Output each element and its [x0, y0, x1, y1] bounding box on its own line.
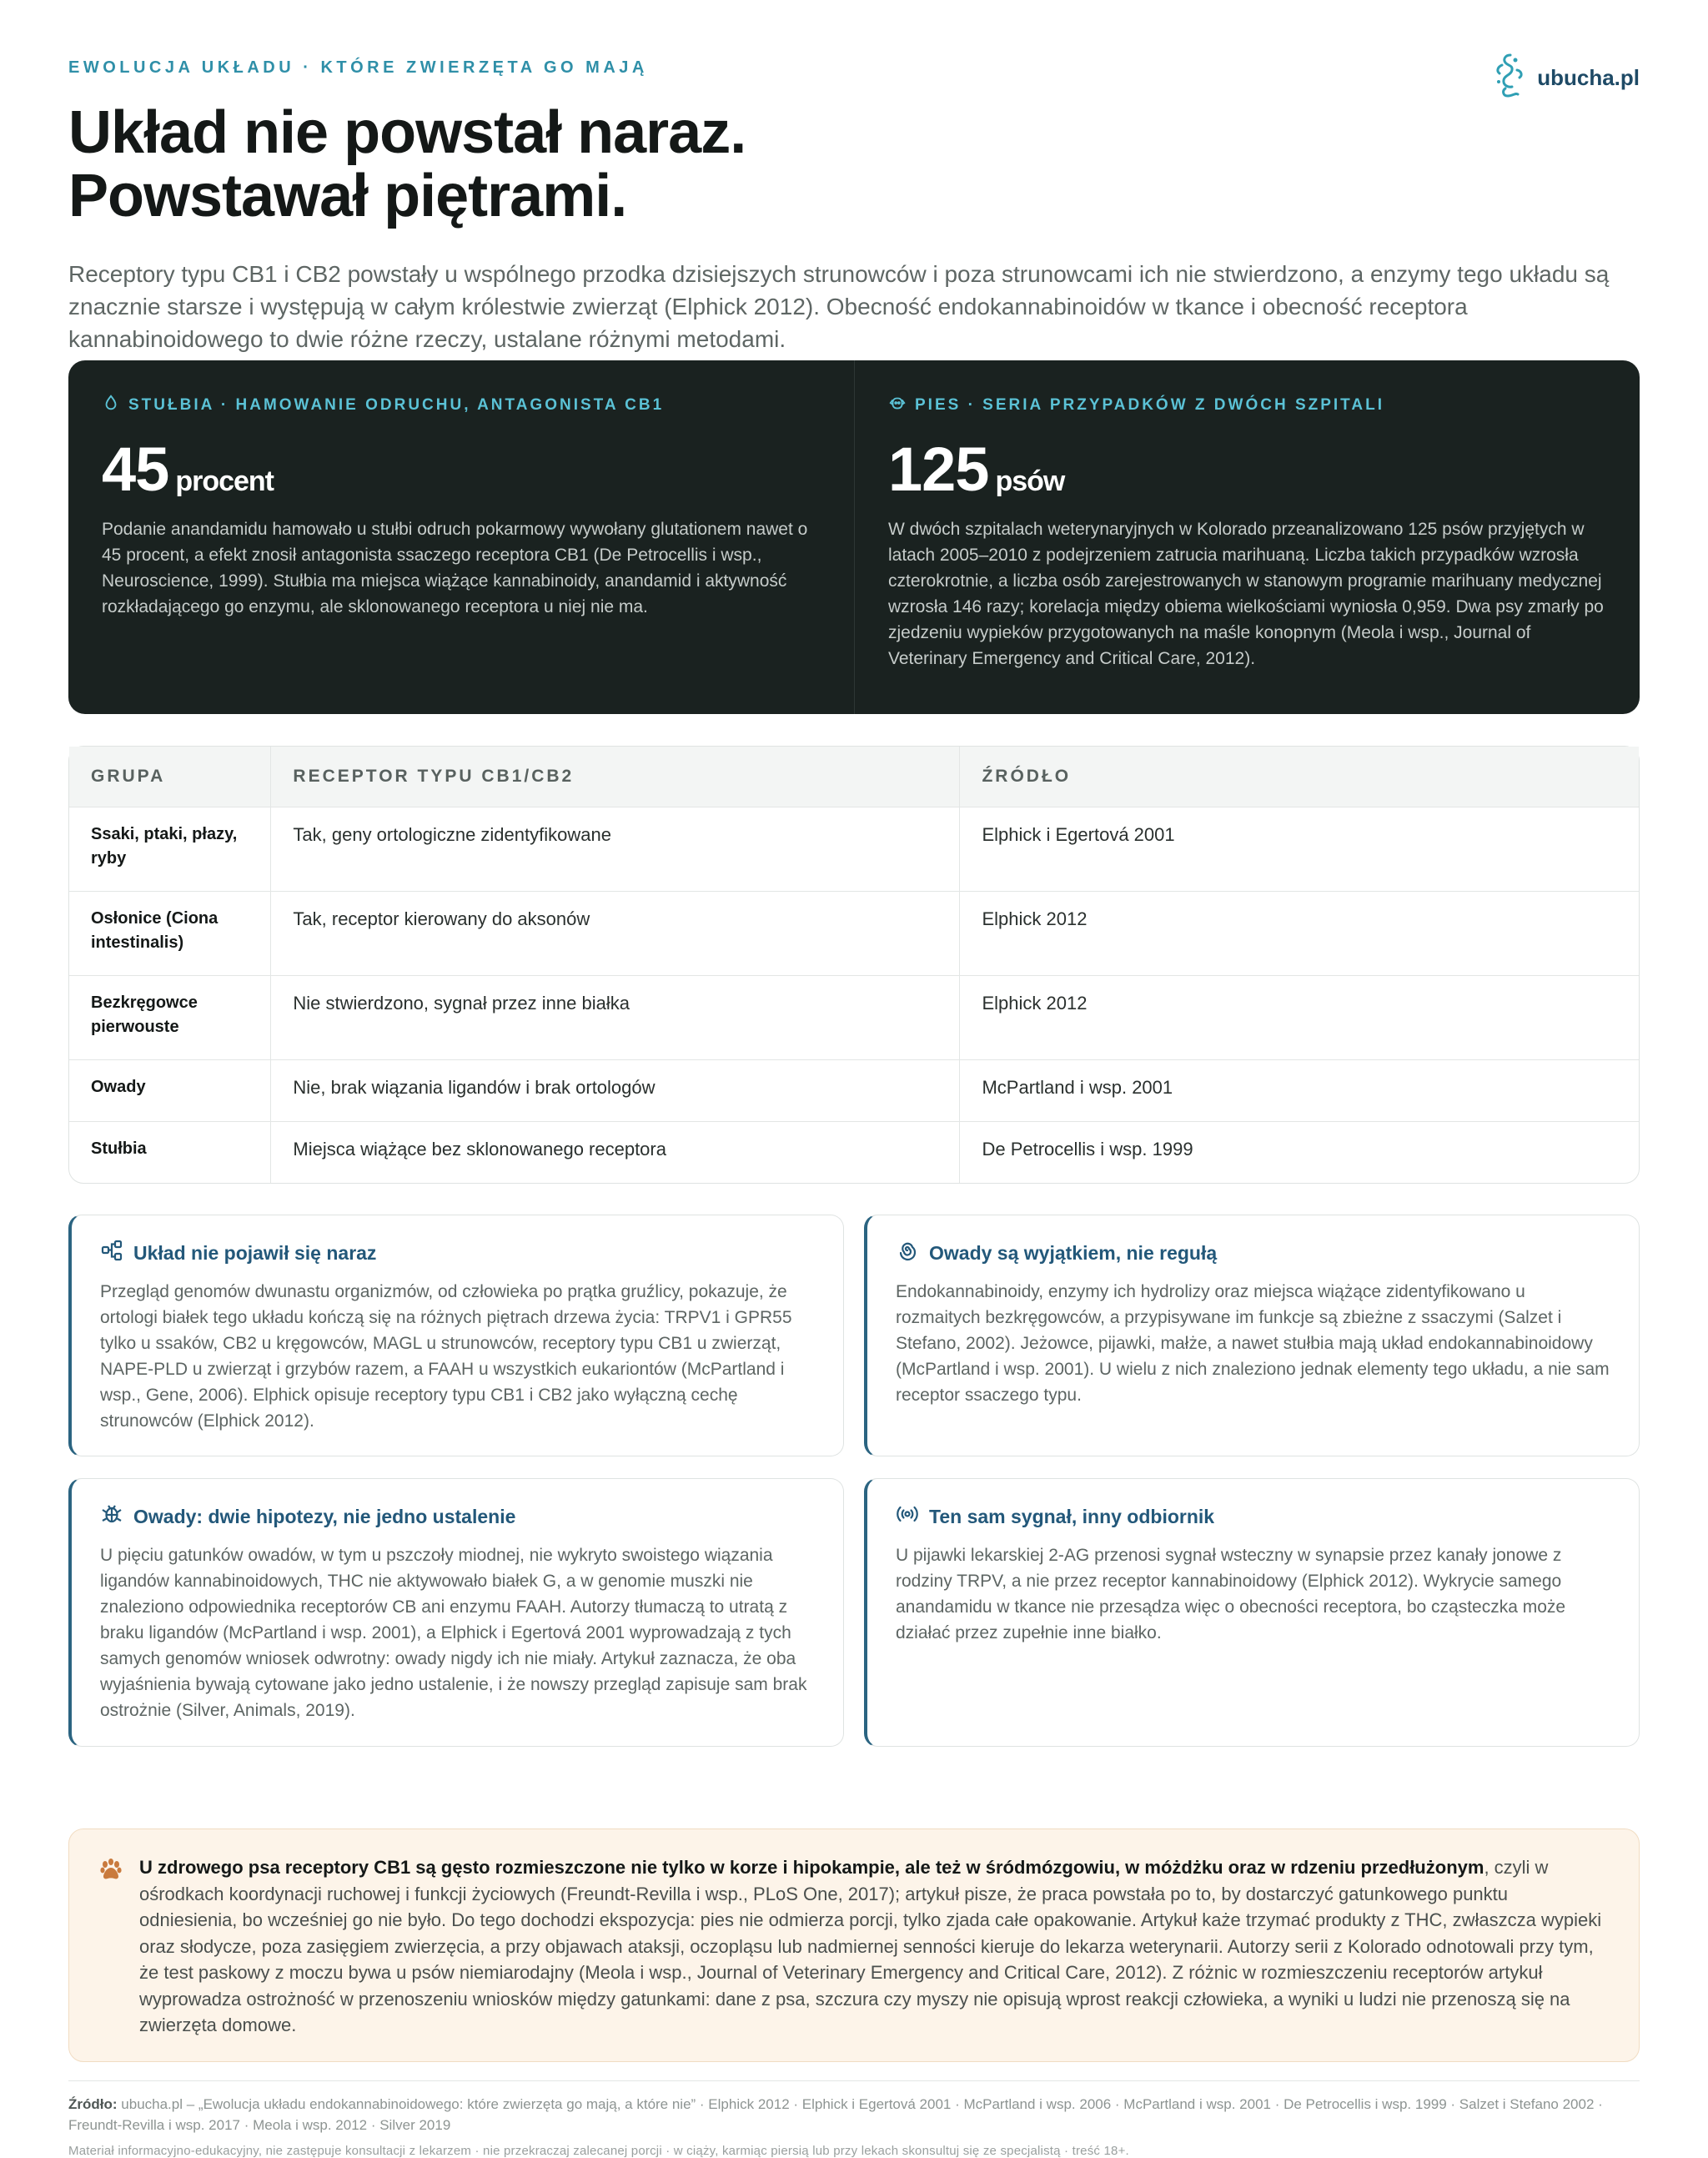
brand-name: ubucha.pl	[1537, 65, 1640, 90]
footer-divider	[68, 2080, 1640, 2081]
card-title	[100, 1239, 815, 1267]
stat-hydra	[68, 360, 854, 714]
stat-dog	[854, 360, 1640, 714]
stat-eyebrow-text: PIES · SERIA PRZYPADKÓW Z DWÓCH SZPITALI	[915, 396, 1384, 414]
paw-icon	[98, 1854, 124, 2061]
receptor-cell: Tak, geny ortologiczne zidentyfikowane	[271, 807, 960, 891]
receptor-cell: Miejsca wiążące bez sklonowanego receptora	[271, 1121, 960, 1183]
receptor-cell: Nie stwierdzono, sygnał przez inne białka	[271, 975, 960, 1059]
headline-line-2: Powstawał piętrami.	[68, 163, 627, 229]
group-cell: Bezkręgowce pierwouste	[69, 975, 271, 1059]
stat-eyebrow-text: STUŁBIA · HAMOWANIE ODRUCHU, ANTAGONISTA CB1	[128, 396, 665, 414]
table-row	[69, 807, 1639, 891]
card-body: Przegląd genomów dwunastu organizmów, od człowieka po prątka gruźlicy, pokazuje, że ortologi białek tego układu kończą się na różnych piętrach drzewa życia: TRPV1 i GPR55 tylko u ssaków, CB2 u kręgowców, MAGL u strunowców, receptory typu CB1 u zwierząt, NAPE-PLD u zwierząt i grzybów razem, a FAAH u wszystkich eukariontów (McPartland i wsp., Gene, 2006). Elphick opisuje receptory typu CB1 i CB2 jako wyłączną cechę strunowców (Elphick 2012).	[100, 1282, 792, 1431]
callout-lead: U zdrowego psa receptory CB1 są gęsto rozmieszczone nie tylko w korze i hipokampie, ale też w śródmózgowiu, w móżdżku oraz w rdzeniu przedłużonym	[139, 1857, 1484, 1878]
source-cell: Elphick 2012	[960, 891, 1639, 975]
table-row	[69, 891, 1639, 975]
page	[68, 58, 1640, 2158]
card-body: Endokannabinoidy, enzymy ich hydrolizy oraz miejsca wiążące zidentyfikowano u rozmaitych bezkręgowców, a przypisywane im funkcje są zbieżne z ssaczymi (Salzet i Stefano, 2002). Jeżowce, pijawki, małże, a nawet stułbia mają układ endokannabinoidowy (McPartland i wsp. 2001). U wielu z nich znaleziono jednak elementy tego układu, a nie sam receptor ssaczego typu.	[896, 1282, 1610, 1405]
info-card-invertebrates	[864, 1215, 1640, 1456]
info-card-signal	[864, 1478, 1640, 1747]
card-title-text: Ten sam sygnał, inny odbiornik	[929, 1505, 1215, 1527]
table-row	[69, 975, 1639, 1059]
card-title	[100, 1502, 815, 1531]
column-header: GRUPA	[69, 747, 271, 807]
info-card-timeline	[68, 1215, 844, 1456]
brand-logo-icon	[1490, 52, 1529, 104]
signal-icon	[896, 1502, 919, 1531]
disclaimer: Materiał informacyjno-edukacyjny, nie zastępuje konsultacji z lekarzem · nie przekraczaj zalecanej porcji · w ciąży, karmiąc piersią lub przy lekach skonsultuj się ze specjalistą · treść 18+.	[68, 2144, 1129, 2158]
source-line	[68, 2094, 1640, 2135]
source-label: Źródło:	[68, 2096, 118, 2112]
stat-figure	[102, 434, 821, 505]
brand-logo-link[interactable]	[1490, 52, 1640, 104]
callout-text	[139, 1854, 1605, 2061]
table-row	[69, 1121, 1639, 1183]
group-cell: Osłonice (Ciona intestinalis)	[69, 891, 271, 975]
card-title	[896, 1502, 1610, 1531]
droplet-icon	[102, 394, 120, 417]
source-text: ubucha.pl – „Ewolucja układu endokannabinoidowego: które zwierzęta go mają, a które nie” · Elphick 2012 · Elphick i Egertová 2001 · McPartland i wsp. 2006 · McPartland i wsp. 2001 · De Petrocellis i wsp. 1999 · Salzet i Stefano 2002 · Freundt-Revilla i wsp. 2017 · Meola i wsp. 2012 · Silver 2019	[68, 2096, 1603, 2133]
stat-description: W dwóch szpitalach weterynaryjnych w Kolorado przeanalizowano 125 psów przyjętych w latach 2005–2010 z podejrzeniem zatrucia marihuaną. Liczba takich przypadków wzrosła czterokrotnie, a liczba osób zarejestrowanych w stanowym programie marihuany medycznej wzrosła 146 razy; korelacja między obiema wielkościami wyniosła 0,959. Dwa psy zmarły po zjedzeniu wypieków przygotowanych na maśle konopnym (Meola i wsp., Journal of Veterinary Emergency and Critical Care, 2012).	[888, 520, 1604, 668]
receptor-cell: Nie, brak wiązania ligandów i brak ortologów	[271, 1059, 960, 1121]
lede-paragraph: Receptory typu CB1 i CB2 powstały u wspólnego przodka dzisiejszych strunowców i poza strunowcami ich nie stwierdzono, a enzymy tego układu są znacznie starsze i występują w całym królestwie zwierząt (Elphick 2012). Obecność endokannabinoidów w tkance i obecność receptora kannabinoidowego to dwie różne rzeczy, ustalane różnymi metodami.	[68, 261, 1610, 352]
stat-description: Podanie anandamidu hamowało u stułbi odruch pokarmowy wywołany glutationem nawet o 45 procent, a efekt znosił antagonista ssaczego receptora CB1 (De Petrocellis i wsp., Neuroscience, 1999). Stułbia ma miejsca wiążące kannabinoidy, anandamid i aktywność rozkładającego go enzymu, ale sklonowanego receptora u niej nie ma.	[102, 520, 808, 616]
column-header: RECEPTOR TYPU CB1/CB2	[271, 747, 960, 807]
callout-rest: , czyli w ośrodkach koordynacji ruchowej i funkcji życiowych (Freundt-Revilla i wsp., PLoS One, 2017); artykuł pisze, że praca powstała po to, by dostarczyć gatunkowego punktu odniesienia, bo wcześniej go nie było. Do tego dochodzi ekspozycja: pies nie odmierza porcji, tylko zjada całe opakowanie. Artykuł każe trzymać produkty z THC, zwłaszcza wypieki oraz słodycze, poza zasięgiem zwierzęcia, a przy objawach ataksji, oczopląsu lub nadmiernej senności kieruje do lekarza weterynarii. Autorzy serii z Kolorado odnotowali przy tym, że test paskowy z moczu bywa u psów niemiarodajny (Meola i wsp., Journal of Veterinary Emergency and Critical Care, 2012). Z różnic w rozmieszczeniu receptorów artykuł wyprowadza ostrożność w przenoszeniu wniosków między gatunkami: dane z psa, szczura czy myszy nie opisują wprost reakcji człowieka, a wyniki u ludzi nie przenoszą się na zwierzęta domowe.	[139, 1857, 1602, 2035]
network-icon	[100, 1239, 123, 1267]
card-title-text: Owady: dwie hipotezy, nie jedno ustalenie	[133, 1505, 516, 1527]
stat-eyebrow	[888, 394, 1606, 417]
stat-unit: procent	[175, 465, 274, 497]
source-cell: Elphick 2012	[960, 975, 1639, 1059]
column-header: ŹRÓDŁO	[960, 747, 1639, 807]
source-cell: McPartland i wsp. 2001	[960, 1059, 1639, 1121]
receptor-table	[68, 746, 1640, 1184]
table-row	[69, 1059, 1639, 1121]
card-title	[896, 1239, 1610, 1267]
spiral-icon	[896, 1239, 919, 1267]
card-body: U pięciu gatunków owadów, w tym u pszczoły miodnej, nie wykryto swoistego wiązania ligandów kannabinoidowych, THC nie aktywowało białek G, a w genomie muszki nie znaleziono odpowiednika receptorów CB ani enzymu FAAH. Autorzy tłumaczą to utratą z braku ligandów (McPartland i wsp. 2001), a Elphick i Egertová 2001 wyprowadzają z tych samych genomów wniosek odwrotny: owady nigdy ich nie miały. Artykuł zaznacza, że oba wyjaśnienia bywają cytowane jako jedno ustalenie, i że nowszy przegląd zapisuje sam brak ostrożnie (Silver, Animals, 2019).	[100, 1546, 807, 1720]
card-title-text: Układ nie pojawił się naraz	[133, 1241, 377, 1264]
stat-eyebrow	[102, 394, 821, 417]
stat-figure	[888, 434, 1606, 505]
stat-number: 45	[102, 435, 169, 504]
group-cell: Stułbia	[69, 1121, 271, 1183]
eyebrow: EWOLUCJA UKŁADU · KTÓRE ZWIERZĘTA GO MAJĄ	[68, 58, 648, 77]
source-cell: Elphick i Egertová 2001	[960, 807, 1639, 891]
page-title	[68, 101, 1640, 228]
receptor-cell: Tak, receptor kierowany do aksonów	[271, 891, 960, 975]
card-title-text: Owady są wyjątkiem, nie regułą	[929, 1241, 1218, 1264]
dog-callout	[68, 1829, 1640, 2062]
stat-number: 125	[888, 435, 989, 504]
group-cell: Owady	[69, 1059, 271, 1121]
table-header-row	[69, 747, 1639, 807]
stats-panel	[68, 360, 1640, 714]
dog-icon	[888, 394, 907, 417]
source-cell: De Petrocellis i wsp. 1999	[960, 1121, 1639, 1183]
bug-icon	[100, 1502, 123, 1531]
info-card-insects	[68, 1478, 844, 1747]
headline-line-1: Układ nie powstał naraz.	[68, 99, 746, 166]
stat-unit: psów	[995, 465, 1065, 497]
group-cell: Ssaki, ptaki, płazy, ryby	[69, 807, 271, 891]
card-body: U pijawki lekarskiej 2-AG przenosi sygnał wsteczny w synapsie przez kanały jonowe z rodziny TRPV, a nie przez receptor kannabinoidowy (Elphick 2012). Wykrycie samego anandamidu w tkance nie przesądza więc o obecności receptora, bo cząsteczka może działać przez zupełnie inne białko.	[896, 1546, 1566, 1642]
